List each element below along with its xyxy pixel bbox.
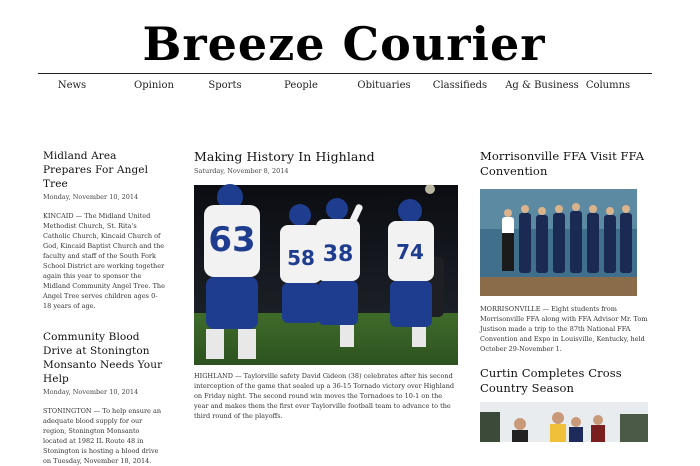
story-summary: HIGHLAND — Taylorville safety David Gideon (38) celebrates after his second interception of the game that sealed up a 36-15 Tornado victory over Highland on Friday night. The second round win moves the Tornadoes to 10-1 on the year and makes them the first ever Taylorville football team to advance to the third round of the playoffs. — [194, 372, 455, 420]
nav-item-opinion[interactable]: Opinion — [134, 80, 174, 91]
middle-column — [194, 149, 458, 420]
story-headline — [480, 149, 648, 179]
story-curtin-cross-country — [480, 366, 648, 442]
jersey-number: 63 — [208, 220, 256, 260]
masthead[interactable] — [0, 14, 700, 72]
story-headline-link[interactable]: Morrisonville FFA Visit FFA Convention — [480, 149, 645, 178]
story-date: Saturday, November 8, 2014 — [194, 167, 289, 175]
ffa-photo-image — [480, 189, 637, 296]
cross-country-photo-image — [480, 402, 648, 442]
masthead-logo — [0, 14, 700, 72]
story-headline-link[interactable]: Midland Area Prepares For Angel Tree — [43, 150, 149, 190]
cross-country-photo[interactable] — [480, 402, 648, 442]
story-headline-link[interactable]: Making History In Highland — [194, 149, 375, 164]
story-ffa-convention — [480, 149, 648, 354]
nav-item-obituaries[interactable]: Obituaries — [357, 80, 411, 91]
story-headline-link[interactable]: Curtin Completes Cross Country Season — [480, 366, 622, 395]
jersey-number: 38 — [322, 242, 354, 267]
story-angel-tree — [43, 149, 165, 311]
football-photo-image — [194, 185, 458, 365]
story-headline — [43, 149, 165, 191]
story-summary: STONINGTON — To help ensure an adequate blood supply for our region, Stonington Monsanto located at 1982 IL Route 48 in Stonington is hosting a blood drive on Tuesday, November 18, 2014. — [43, 407, 162, 465]
story-date: Monday, November 10, 2014 — [43, 193, 139, 201]
nav-item-news[interactable]: News — [57, 80, 87, 91]
story-date: Monday, November 10, 2014 — [43, 388, 139, 396]
nav-item-classifieds[interactable]: Classifieds — [432, 80, 488, 91]
nav-item-ag-business[interactable]: Ag & Business — [505, 80, 579, 91]
story-summary: KINCAID — The Midland United Methodist Church, St. Rita's Catholic Church, Kincaid Church of God, Kincaid Baptist Church and the faculty and staff of the South Fork School District are working together again this year to sponsor the Midland Community Angel Tree. The Angel Tree serves children ages 0-18 years of age. — [43, 212, 165, 310]
main-nav — [38, 80, 652, 96]
ffa-photo[interactable] — [480, 189, 637, 296]
story-making-history — [194, 149, 458, 421]
masthead-rule — [38, 73, 652, 74]
site-name: Breeze Courier — [142, 17, 546, 71]
left-column — [43, 149, 165, 465]
story-headline — [43, 330, 165, 386]
story-summary: MORRISONVILLE — Eight students from Morrisonville FFA along with FFA Advisor Mr. Tom Justison made a trip to the 87th National FFA Convention and Expo in Louisville, Kentucky, held October 29-November 1. — [480, 305, 648, 353]
nav-item-people[interactable]: People — [284, 80, 318, 91]
story-headline-link[interactable]: Community Blood Drive at Stonington Monsanto Needs Your Help — [43, 331, 163, 385]
story-blood-drive — [43, 330, 165, 466]
nav-item-sports[interactable]: Sports — [208, 80, 242, 91]
story-headline — [480, 366, 648, 396]
player-74 — [388, 199, 434, 347]
story-headline — [194, 149, 458, 165]
nav-item-columns[interactable]: Columns — [585, 80, 631, 91]
jersey-number: 74 — [396, 240, 424, 264]
jersey-number: 58 — [287, 246, 315, 270]
football-photo[interactable] — [194, 185, 458, 365]
right-column — [480, 149, 648, 416]
